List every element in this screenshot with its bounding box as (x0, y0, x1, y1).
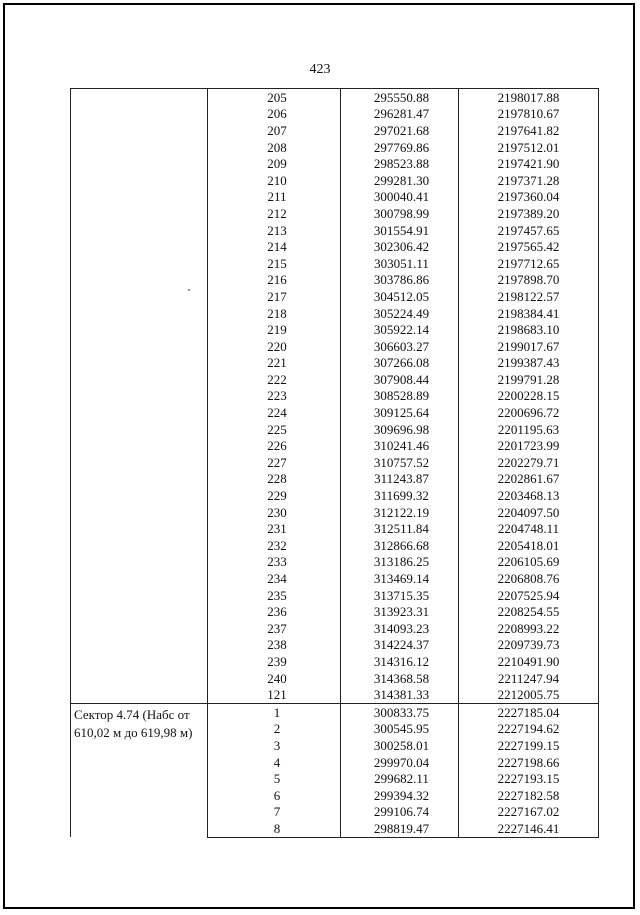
coordinate-y: 2206105.69 (459, 554, 599, 571)
point-number: 210 (208, 172, 341, 189)
coordinate-x: 299281.30 (341, 172, 459, 189)
point-number: 221 (208, 355, 341, 372)
coordinate-y: 2210491.90 (459, 653, 599, 670)
point-number: 207 (208, 122, 341, 139)
point-number: 8 (208, 820, 341, 837)
coordinate-x: 308528.89 (341, 388, 459, 405)
coordinate-x: 310241.46 (341, 437, 459, 454)
coordinate-x: 310757.52 (341, 454, 459, 471)
coordinate-y: 2200228.15 (459, 388, 599, 405)
point-number: 217 (208, 288, 341, 305)
coordinate-x: 304512.05 (341, 288, 459, 305)
coordinate-x: 295550.88 (341, 89, 459, 106)
coordinate-y: 2198683.10 (459, 321, 599, 338)
coordinate-y: 2197712.65 (459, 255, 599, 272)
coordinate-y: 2205418.01 (459, 537, 599, 554)
point-number: 4 (208, 754, 341, 771)
coordinate-x: 307908.44 (341, 371, 459, 388)
coordinates-table-body (71, 89, 599, 838)
point-number: 6 (208, 787, 341, 804)
point-number: 212 (208, 205, 341, 222)
point-number: 240 (208, 670, 341, 687)
point-number: 224 (208, 404, 341, 421)
point-number: 223 (208, 388, 341, 405)
coordinate-x: 297769.86 (341, 139, 459, 156)
coordinate-x: 311699.32 (341, 487, 459, 504)
coordinate-x: 314224.37 (341, 637, 459, 654)
point-number: 206 (208, 106, 341, 123)
point-number: 216 (208, 272, 341, 289)
coordinate-x: 311243.87 (341, 471, 459, 488)
point-number: 205 (208, 89, 341, 106)
coordinate-y: 2227185.04 (459, 703, 599, 720)
coordinate-x: 314316.12 (341, 653, 459, 670)
coordinate-x: 314368.58 (341, 670, 459, 687)
coordinate-x: 309125.64 (341, 404, 459, 421)
coordinate-y: 2199387.43 (459, 355, 599, 372)
point-number: 7 (208, 804, 341, 821)
coordinate-x: 314093.23 (341, 620, 459, 637)
coordinate-y: 2227146.41 (459, 820, 599, 837)
coordinate-x: 312511.84 (341, 520, 459, 537)
coordinate-y: 2227167.02 (459, 804, 599, 821)
point-number: 234 (208, 570, 341, 587)
coordinate-y: 2227198.66 (459, 754, 599, 771)
point-number: 225 (208, 421, 341, 438)
point-number: 219 (208, 321, 341, 338)
coordinate-y: 2204097.50 (459, 504, 599, 521)
coordinate-x: 309696.98 (341, 421, 459, 438)
coordinate-x: 300258.01 (341, 737, 459, 754)
coordinate-y: 2197371.28 (459, 172, 599, 189)
coordinate-y: 2197512.01 (459, 139, 599, 156)
coordinate-y: 2227199.15 (459, 737, 599, 754)
coordinate-y: 2208993.22 (459, 620, 599, 637)
point-number: 1 (208, 703, 341, 720)
coordinate-y: 2197641.82 (459, 122, 599, 139)
coordinate-x: 301554.91 (341, 222, 459, 239)
coordinate-y: 2197457.65 (459, 222, 599, 239)
page-number: 423 (309, 62, 331, 77)
coordinate-y: 2204748.11 (459, 520, 599, 537)
coordinate-x: 299106.74 (341, 804, 459, 821)
point-number: 213 (208, 222, 341, 239)
coordinates-table (70, 88, 599, 838)
table-row (71, 703, 599, 720)
point-number: 233 (208, 554, 341, 571)
coordinate-y: 2202279.71 (459, 454, 599, 471)
table-row (71, 89, 599, 106)
coordinate-x: 313186.25 (341, 554, 459, 571)
coordinate-y: 2197389.20 (459, 205, 599, 222)
coordinate-y: 2199791.28 (459, 371, 599, 388)
coordinate-y: 2211247.94 (459, 670, 599, 687)
coordinate-y: 2206808.76 (459, 570, 599, 587)
coordinate-x: 303786.86 (341, 272, 459, 289)
coordinate-y: 2198017.88 (459, 89, 599, 106)
point-number: 214 (208, 238, 341, 255)
sector-label: Сектор 4.74 (Набс от 610,02 м до 619,98 м) (71, 703, 208, 837)
coordinate-x: 314381.33 (341, 686, 459, 703)
coordinate-x: 300545.95 (341, 721, 459, 738)
point-number: 227 (208, 454, 341, 471)
coordinate-x: 298523.88 (341, 155, 459, 172)
point-number: 215 (208, 255, 341, 272)
coordinate-x: 300040.41 (341, 189, 459, 206)
point-number: 209 (208, 155, 341, 172)
coordinate-y: 2198122.57 (459, 288, 599, 305)
point-number: 230 (208, 504, 341, 521)
coordinate-y: 2212005.75 (459, 686, 599, 703)
coordinate-y: 2197421.90 (459, 155, 599, 172)
coordinate-y: 2197360.04 (459, 189, 599, 206)
sector-label (71, 89, 208, 704)
coordinate-x: 300798.99 (341, 205, 459, 222)
coordinate-y: 2199017.67 (459, 338, 599, 355)
coordinate-x: 299970.04 (341, 754, 459, 771)
point-number: 211 (208, 189, 341, 206)
point-number: 235 (208, 587, 341, 604)
point-number: 2 (208, 721, 341, 738)
point-number: 121 (208, 686, 341, 703)
coordinate-x: 299682.11 (341, 770, 459, 787)
coordinate-y: 2201723.99 (459, 437, 599, 454)
coordinate-x: 299394.32 (341, 787, 459, 804)
coordinate-x: 302306.42 (341, 238, 459, 255)
coordinate-x: 307266.08 (341, 355, 459, 372)
coordinate-y: 2227194.62 (459, 721, 599, 738)
coordinate-x: 303051.11 (341, 255, 459, 272)
point-number: 232 (208, 537, 341, 554)
coordinate-y: 2227182.58 (459, 787, 599, 804)
coordinate-x: 305224.49 (341, 305, 459, 322)
coordinate-x: 313715.35 (341, 587, 459, 604)
coordinate-x: 306603.27 (341, 338, 459, 355)
coordinate-y: 2198384.41 (459, 305, 599, 322)
coordinate-y: 2200696.72 (459, 404, 599, 421)
point-number: 220 (208, 338, 341, 355)
point-number: 229 (208, 487, 341, 504)
point-number: 222 (208, 371, 341, 388)
coordinate-x: 305922.14 (341, 321, 459, 338)
point-number: 3 (208, 737, 341, 754)
coordinate-x: 297021.68 (341, 122, 459, 139)
coordinate-x: 296281.47 (341, 106, 459, 123)
coordinate-y: 2201195.63 (459, 421, 599, 438)
point-number: 218 (208, 305, 341, 322)
coordinate-y: 2202861.67 (459, 471, 599, 488)
point-number: 5 (208, 770, 341, 787)
coordinate-x: 313469.14 (341, 570, 459, 587)
coordinate-y: 2197898.70 (459, 272, 599, 289)
point-number: 228 (208, 471, 341, 488)
coordinate-y: 2208254.55 (459, 603, 599, 620)
coordinate-y: 2227193.15 (459, 770, 599, 787)
coordinate-y: 2203468.13 (459, 487, 599, 504)
point-number: 226 (208, 437, 341, 454)
coordinate-x: 313923.31 (341, 603, 459, 620)
point-number: 238 (208, 637, 341, 654)
coordinate-x: 298819.47 (341, 820, 459, 837)
point-number: 239 (208, 653, 341, 670)
point-number: 237 (208, 620, 341, 637)
point-number: 208 (208, 139, 341, 156)
coordinate-y: 2197565.42 (459, 238, 599, 255)
coordinate-y: 2207525.94 (459, 587, 599, 604)
coordinate-x: 300833.75 (341, 703, 459, 720)
coordinate-x: 312122.19 (341, 504, 459, 521)
coordinate-x: 312866.68 (341, 537, 459, 554)
coordinate-y: 2197810.67 (459, 106, 599, 123)
coordinate-y: 2209739.73 (459, 637, 599, 654)
point-number: 236 (208, 603, 341, 620)
point-number: 231 (208, 520, 341, 537)
